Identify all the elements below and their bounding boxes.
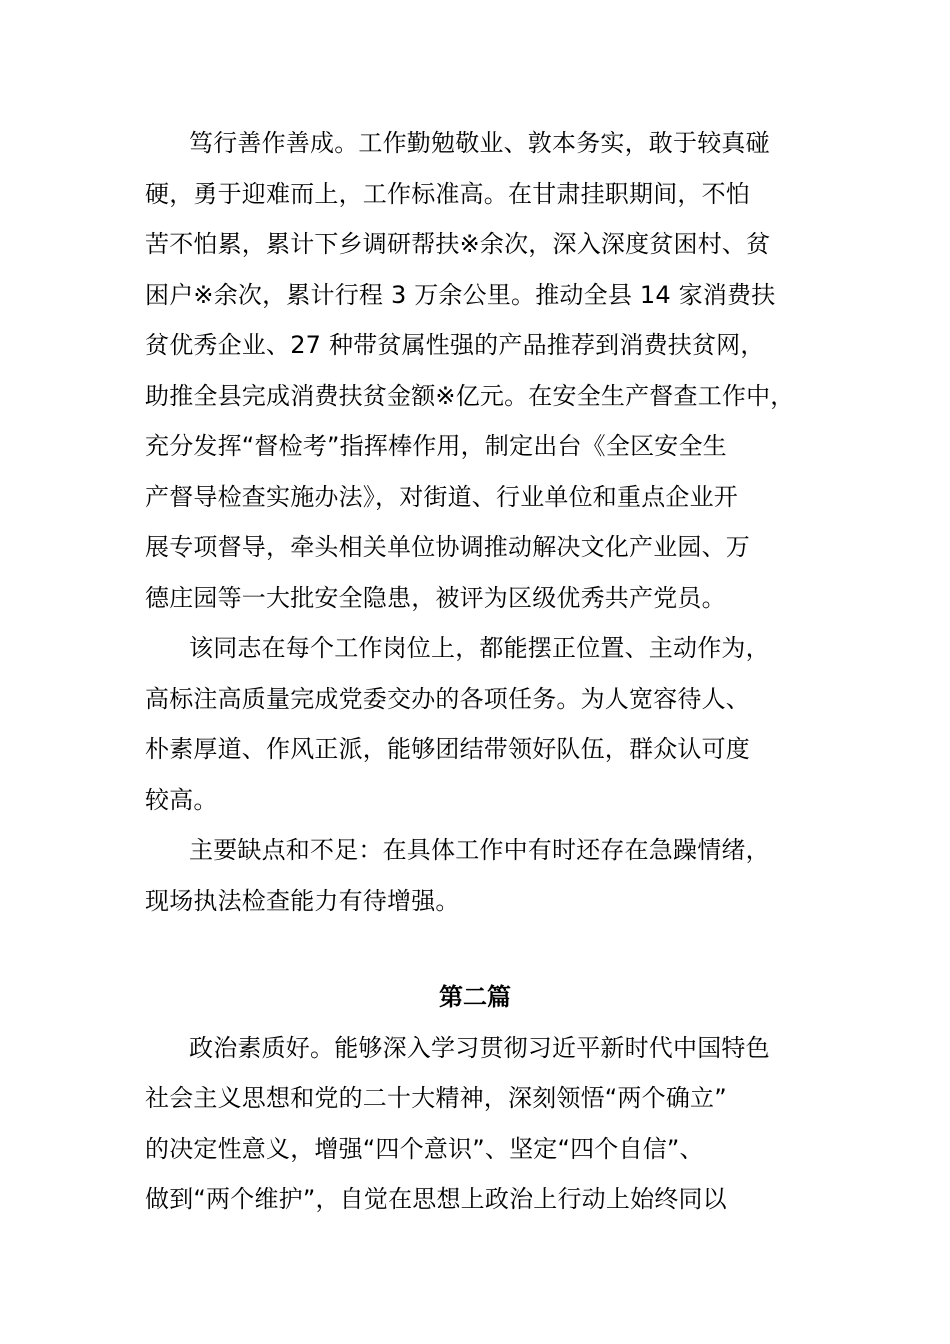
paragraph-line: 困户※余次，累计行程 3 万余公里。推动全县 14 家消费扶 xyxy=(145,281,776,309)
paragraph-line: 社会主义思想和党的二十大精神，深刻领悟“两个确立” xyxy=(145,1084,727,1112)
section-heading: 第二篇 xyxy=(439,983,511,1011)
paragraph-line: 政治素质好。能够深入学习贯彻习近平新时代中国特色 xyxy=(189,1034,770,1062)
paragraph-line: 产督导检查实施办法》，对街道、行业单位和重点企业开 xyxy=(145,483,738,511)
paragraph-line: 该同志在每个工作岗位上，都能摆正位置、主动作为， xyxy=(189,634,770,662)
paragraph-line: 现场执法检查能力有待增强。 xyxy=(145,887,460,915)
paragraph-line: 硬，勇于迎难而上，工作标准高。在甘肃挂职期间，不怕 xyxy=(145,180,750,208)
paragraph-line: 的决定性意义，增强“四个意识”、坚定“四个自信”、 xyxy=(145,1135,704,1163)
paragraph-line: 展专项督导，牵头相关单位协调推动解决文化产业园、万 xyxy=(145,533,750,561)
paragraph-line: 做到“两个维护”，自觉在思想上政治上行动上始终同以 xyxy=(145,1185,727,1213)
paragraph-line: 助推全县完成消费扶贫金额※亿元。在安全生产督查工作中， xyxy=(145,382,795,410)
paragraph-line: 较高。 xyxy=(145,786,218,814)
paragraph-line: 高标注高质量完成党委交办的各项任务。为人宽容待人、 xyxy=(145,685,750,713)
paragraph-line: 德庄园等一大批安全隐患，被评为区级优秀共产党员。 xyxy=(145,584,726,612)
paragraph-line: 苦不怕累，累计下乡调研帮扶※余次，深入深度贫困村、贫 xyxy=(145,230,771,258)
paragraph-line: 笃行善作善成。工作勤勉敬业、敦本务实，敢于较真碰 xyxy=(189,129,770,157)
paragraph-line: 贫优秀企业、27 种带贫属性强的产品推荐到消费扶贫网， xyxy=(145,331,765,359)
paragraph-line: 主要缺点和不足：在具体工作中有时还存在急躁情绪， xyxy=(189,836,770,864)
paragraph-line: 朴素厚道、作风正派，能够团结带领好队伍，群众认可度 xyxy=(145,735,750,763)
paragraph-line: 充分发挥“督检考”指挥棒作用，制定出台《全区安全生 xyxy=(145,432,727,460)
